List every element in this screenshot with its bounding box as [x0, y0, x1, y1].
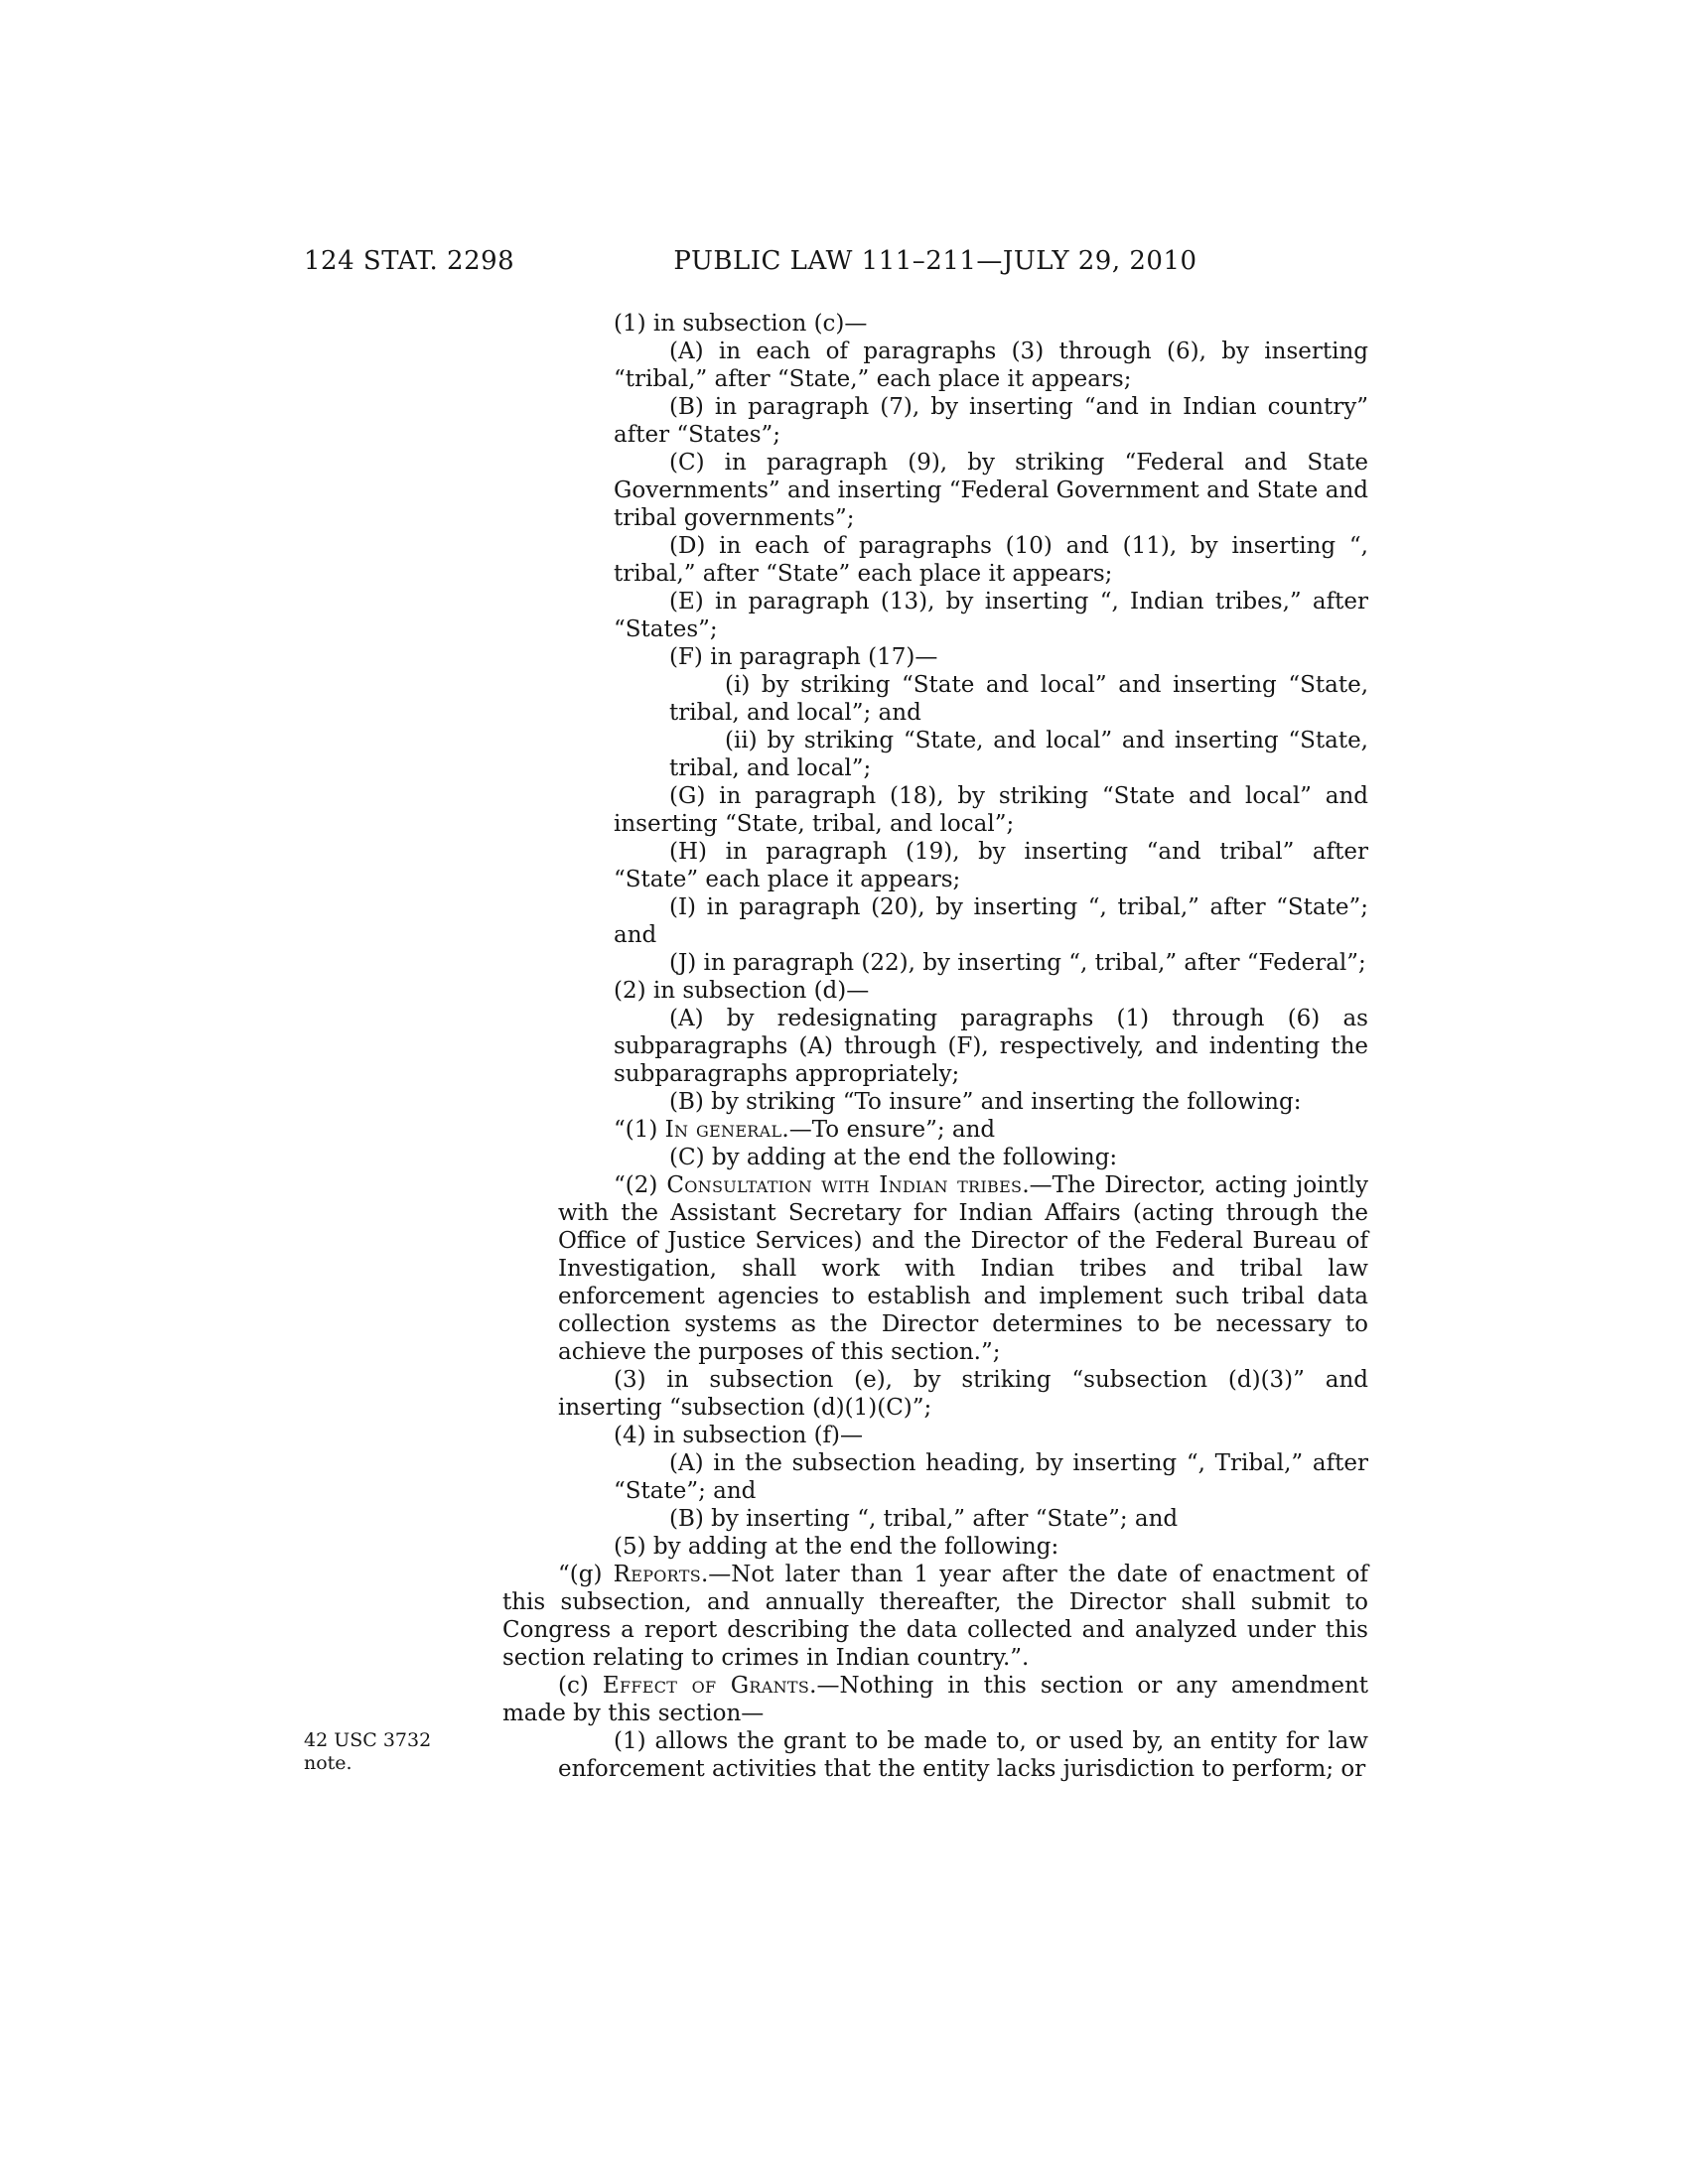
statute-paragraph — [502, 1171, 1368, 1366]
margin-note — [304, 1729, 492, 1775]
paragraph-text: (F) in paragraph (17)— — [669, 644, 938, 670]
paragraph-text: “(1) — [614, 1117, 665, 1143]
statute-paragraph — [502, 671, 1368, 727]
paragraph-text: (B) by striking “To insure” and inserting the following: — [669, 1089, 1302, 1115]
statute-paragraph — [502, 1561, 1368, 1672]
statute-paragraph — [502, 338, 1368, 393]
paragraph-text: (A) by redesignating paragraphs (1) through (6) as subparagraphs (A) through (F), respectively, and indenting the subparagraphs appropriately; — [614, 1006, 1368, 1087]
paragraph-text: (H) in paragraph (19), by inserting “and tribal” after “State” each place it appears; — [614, 839, 1368, 892]
small-caps-heading: In general — [664, 1117, 782, 1143]
margin-note-line: 42 USC 3732 — [304, 1729, 432, 1751]
stat-page-number: 124 STAT. 2298 — [304, 246, 515, 276]
statute-paragraph — [502, 393, 1368, 449]
paragraph-text: .—The Director, acting jointly with the Assistant Secretary for Indian Affairs (acting through the Office of Justice Services) and the Director of the Federal Bureau of Investigation, shall work with Indian tribes and tribal law enforcement agencies to establish and implement such tribal data collection systems as the Director determines to be necessary to achieve the purposes of this section.”; — [558, 1172, 1368, 1365]
paragraph-text: (1) in subsection (c)— — [614, 311, 868, 337]
paragraph-text: .—Not later than 1 year after the date of enactment of this subsection, and annually thereafter, the Director shall submit to Congress a report describing the data collected and analyzed under this section relating to crimes in Indian country.”. — [502, 1562, 1368, 1671]
paragraph-text: (B) by inserting “, tribal,” after “State”; and — [669, 1506, 1179, 1532]
small-caps-heading: Effect of Grants — [602, 1673, 810, 1699]
paragraph-text: (C) in paragraph (9), by striking “Federal and State Governments” and inserting “Federal Government and State and tribal governments”; — [614, 450, 1368, 531]
statute-paragraph — [502, 1422, 1368, 1449]
paragraph-text: (i) by striking “State and local” and inserting “State, tribal, and local”; and — [669, 672, 1368, 726]
statute-paragraph — [502, 977, 1368, 1005]
statute-paragraph — [502, 532, 1368, 588]
paragraph-text: (4) in subsection (f)— — [614, 1423, 864, 1448]
paragraph-text: (1) allows the grant to be made to, or used by, an entity for law enforcement activities that the entity lacks jurisdiction to perform; or — [558, 1728, 1368, 1782]
paragraph-text: .—Nothing in this section or any amendment made by this section— — [502, 1673, 1368, 1726]
statute-paragraph — [502, 1005, 1368, 1088]
statute-paragraph — [502, 727, 1368, 782]
paragraph-text: (A) in the subsection heading, by inserting “, Tribal,” after “State”; and — [614, 1450, 1368, 1504]
statute-paragraph — [304, 1727, 1368, 1783]
statute-paragraph — [502, 949, 1368, 977]
statute-paragraph — [502, 893, 1368, 949]
paragraph-text: (5) by adding at the end the following: — [614, 1534, 1059, 1560]
paragraph-text: (A) in each of paragraphs (3) through (6), by inserting “tribal,” after “State,” each place it appears; — [614, 339, 1368, 392]
statute-paragraph — [502, 643, 1368, 671]
law-title: PUBLIC LAW 111–211—JULY 29, 2010 — [673, 246, 1197, 276]
paragraph-text: .—To ensure”; and — [781, 1117, 996, 1143]
paragraph-text: (2) in subsection (d)— — [614, 978, 870, 1004]
statute-paragraph — [502, 1505, 1368, 1533]
statute-paragraph — [502, 1144, 1368, 1171]
statute-paragraph — [502, 449, 1368, 532]
statute-paragraph — [502, 1449, 1368, 1505]
statute-paragraph — [502, 1116, 1368, 1144]
statute-paragraph — [502, 310, 1368, 338]
statute-paragraph — [502, 782, 1368, 838]
statute-paragraph — [502, 1672, 1368, 1727]
statute-paragraph — [502, 838, 1368, 893]
statute-body — [304, 310, 1368, 1783]
paragraph-text: (E) in paragraph (13), by inserting “, Indian tribes,” after “States”; — [614, 589, 1368, 642]
statute-paragraph — [502, 1533, 1368, 1561]
paragraph-text: (G) in paragraph (18), by striking “State and local” and inserting “State, tribal, and local”; — [614, 783, 1368, 837]
paragraph-text: “(g) — [558, 1562, 614, 1587]
paragraph-text: “(2) — [614, 1172, 667, 1198]
paragraph-text: (c) — [558, 1673, 603, 1699]
statute-paragraph — [502, 588, 1368, 643]
small-caps-heading: Consultation with Indian tribes — [666, 1172, 1023, 1198]
paragraph-text: (3) in subsection (e), by striking “subsection (d)(3)” and inserting “subsection (d)(1)(C)”; — [558, 1367, 1368, 1421]
statute-paragraph — [502, 1088, 1368, 1116]
paragraph-text: (B) in paragraph (7), by inserting “and in Indian country” after “States”; — [614, 394, 1368, 448]
paragraph-text: (D) in each of paragraphs (10) and (11), by inserting “, tribal,” after “State” each place it appears; — [614, 533, 1368, 587]
paragraph-text: (ii) by striking “State, and local” and inserting “State, tribal, and local”; — [669, 728, 1368, 781]
margin-note-line: note. — [304, 1752, 352, 1774]
statute-paragraph — [502, 1366, 1368, 1422]
paragraph-text: (I) in paragraph (20), by inserting “, tribal,” after “State”; and — [614, 894, 1368, 948]
paragraph-text: (J) in paragraph (22), by inserting “, tribal,” after “Federal”; — [669, 950, 1366, 976]
paragraph-text: (C) by adding at the end the following: — [669, 1145, 1118, 1170]
small-caps-heading: Reports — [613, 1562, 701, 1587]
